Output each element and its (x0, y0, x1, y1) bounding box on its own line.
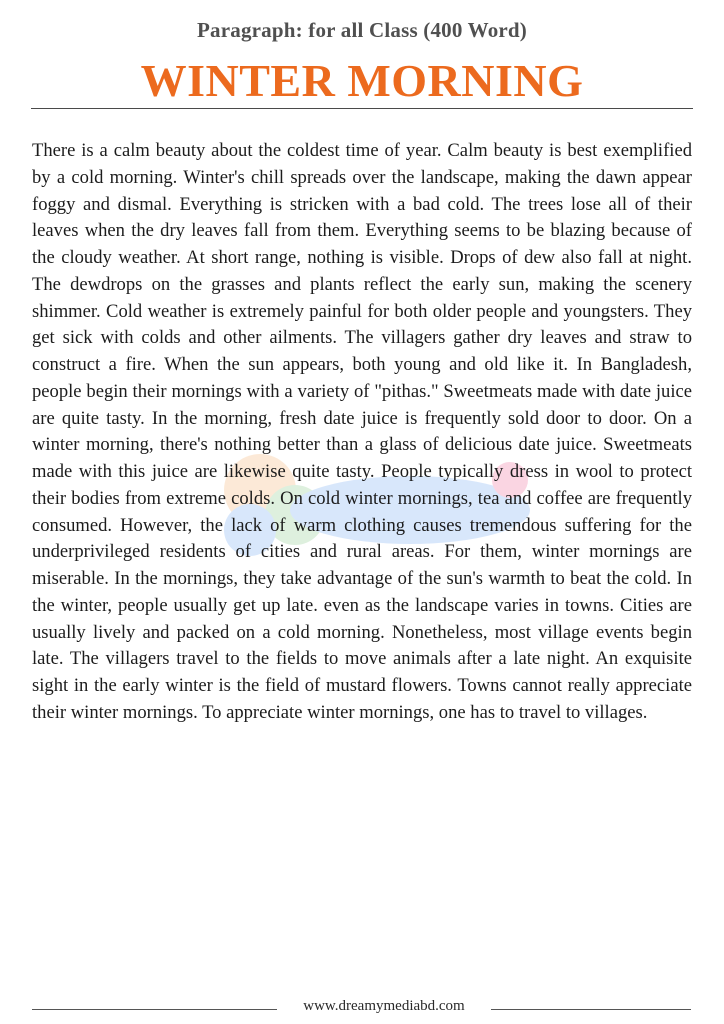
title-divider (31, 108, 693, 109)
page-footer (0, 996, 724, 1020)
footer-divider-left (32, 1009, 277, 1010)
footer-divider-right (491, 1009, 691, 1010)
page-subtitle: Paragraph: for all Class (400 Word) (197, 18, 527, 42)
footer-website-link[interactable]: www.dreamymediabd.com (303, 998, 465, 1014)
page-title: WINTER MORNING (140, 55, 584, 106)
paragraph-body: There is a calm beauty about the coldest time of year. Calm beauty is best exemplified by a cold morning. Winter's chill spreads over the landscape, making the dawn appear foggy and dismal. Everything is stricken with a bad cold. The trees lose all of their leaves when the dry leaves fall from them. Everything seems to be blazing because of the cloudy weather. At short range, nothing is visible. Drops of dew also fall at night. The dewdrops on the grasses and plants reflect the early sun, making the scenery shimmer. Cold weather is extremely painful for both older people and youngsters. They get sick with colds and other ailments. The villagers gather dry leaves and straw to construct a fire. When the sun appears, both young and old like it. In Bangladesh, people begin their mornings with a variety of "pithas." Sweetmeats made with date juice are quite tasty. In the morning, fresh date juice is frequently sold door to door. On a winter morning, there's nothing better than a glass of delicious date juice. Sweetmeats made with this juice are likewise quite tasty. People typically dress in wool to protect their bodies from extreme colds. On cold winter mornings, tea and coffee are frequently consumed. However, the lack of warm clothing causes tremendous suffering for the underprivileged residents of cities and rural areas. For them, winter mornings are miserable. In the mornings, they take advantage of the sun's warmth to beat the cold. In the winter, people usually get up late. even as the landscape varies in towns. Cities are usually lively and packed on a cold morning. Nonetheless, most village events begin late. The villagers travel to the fields to move animals after a late night. An exquisite sight in the early winter is the field of mustard flowers. Towns cannot really appreciate their winter mornings. To appreciate winter mornings, one has to travel to villages. (32, 140, 692, 723)
